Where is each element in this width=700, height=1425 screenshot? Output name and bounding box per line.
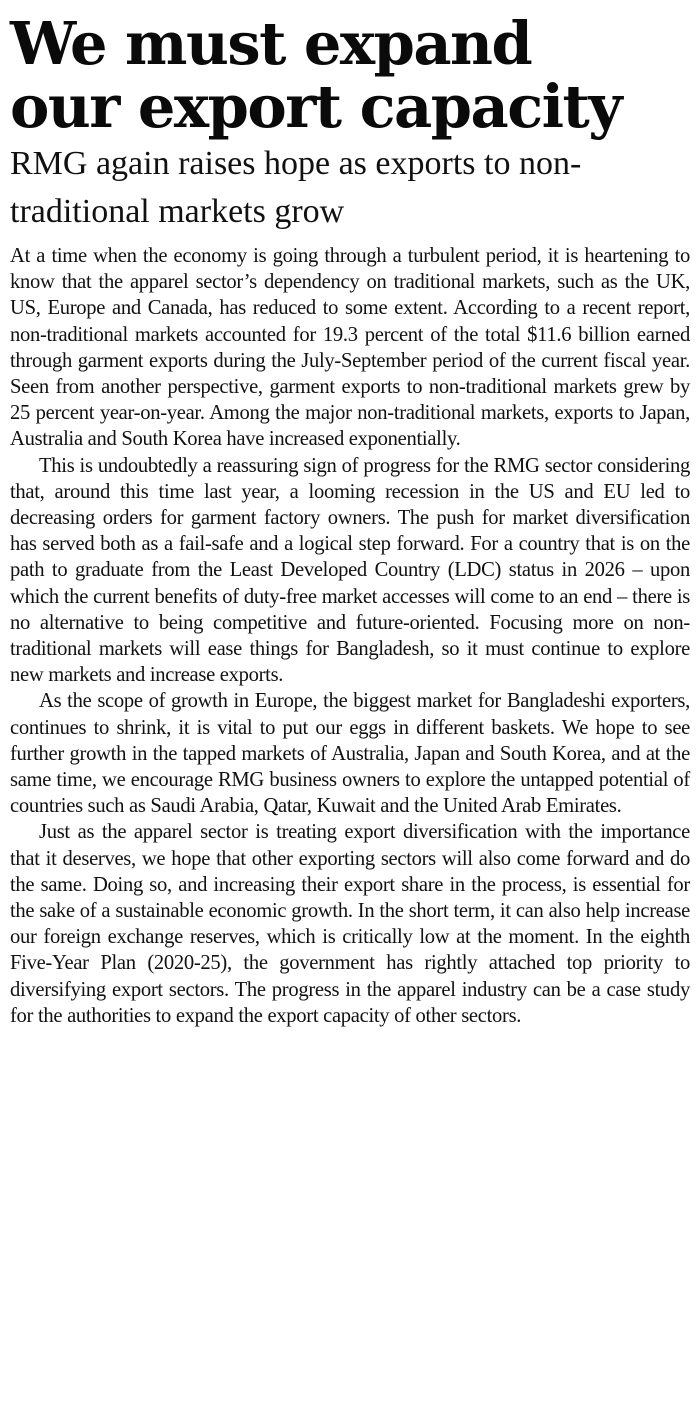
headline bbox=[10, 9, 690, 141]
paragraph-1: At a time when the economy is going through a turbulent period, it is heartening to know that the apparel sector’s dependency on traditional markets, such as the UK, US, Europe and Canada, has reduced to some extent. According to a recent report, non-traditional markets accounted for 19.3 percent of the total $11.6 billion earned through garment exports during the July-September period of the current fiscal year. Seen from another perspective, garment exports to non-traditional markets grew by 25 percent year-on-year. Among the major non-traditional markets, exports to Japan, Australia and South Korea have increased exponentially. bbox=[10, 245, 690, 451]
headline-line-2: our export capacity bbox=[10, 72, 622, 141]
headline-line-1: We must expand bbox=[10, 9, 532, 78]
paragraph-2: This is undoubtedly a reassuring sign of progress for the RMG sector considering that, around this time last year, a looming recession in the US and EU led to decreasing orders for garment factory owners. The push for market diversification has served both as a fail-safe and a logical step forward. For a country that is on the path to graduate from the Least Developed Country (LDC) status in 2026 – upon which the current benefits of duty-free market accesses will come to an end – there is no alternative to being competitive and future-oriented. Focusing more on non-traditional markets will ease things for Bangladesh, so it must continue to explore new markets and increase exports. bbox=[10, 454, 690, 687]
paragraph-3: As the scope of growth in Europe, the biggest market for Bangladeshi exporters, continues to shrink, it is vital to put our eggs in different baskets. We hope to see further growth in the tapped markets of Australia, Japan and South Korea, and at the same time, we encourage RMG business owners to explore the untapped potential of countries such as Saudi Arabia, Qatar, Kuwait and the United Arab Emirates. bbox=[10, 690, 690, 818]
article-body bbox=[10, 243, 690, 1029]
subheadline: RMG again raises hope as exports to non-traditional markets grow bbox=[10, 145, 582, 230]
paragraph-4: Just as the apparel sector is treating export diversification with the importance that it deserves, we hope that other exporting sectors will also come forward and do the same. Doing so, and increasing their export share in the process, is essential for the sake of a sustainable economic growth. In the short term, it can also help increase our foreign exchange reserves, which is critically low at the moment. In the eighth Five-Year Plan (2020-25), the government has rightly attached top priority to diversifying export sectors. The progress in the apparel industry can be a case study for the authorities to expand the export capacity of other sectors. bbox=[10, 821, 690, 1027]
